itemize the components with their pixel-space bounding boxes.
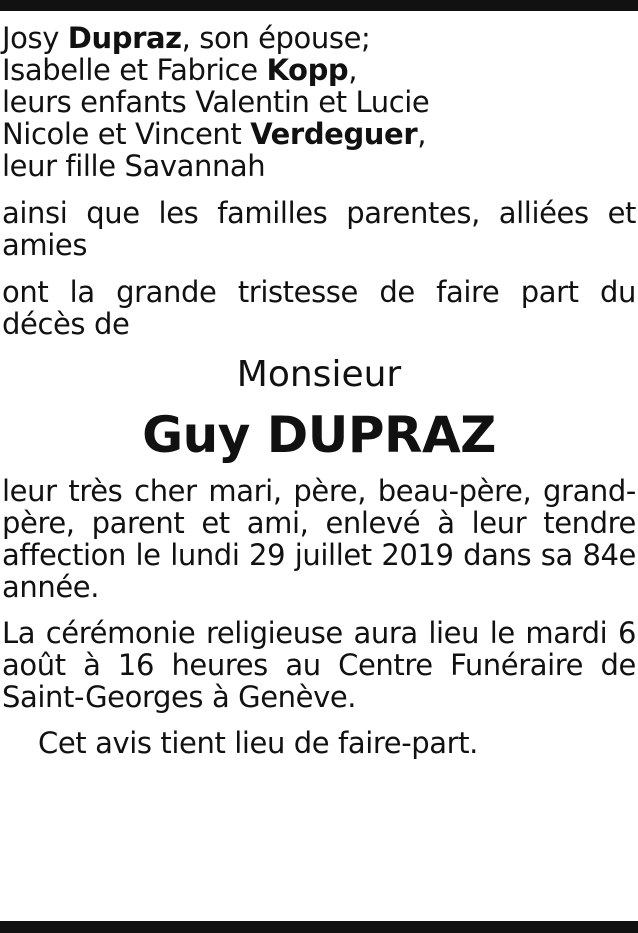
description-paragraph: leur très cher mari, père, beau-père, grand-père, parent et ami, enlevé à leur tendre affection le lundi 29 juillet 2019 dans sa 84e année. [2, 474, 636, 604]
family-list [2, 22, 636, 182]
family-line-josy [2, 22, 636, 54]
family-line-text: , [348, 53, 358, 87]
family-line-text: Isabelle et Fabrice [2, 53, 267, 87]
top-border-rule [0, 0, 638, 11]
family-line-isabelle-fabrice [2, 54, 636, 86]
notice-paragraph: Cet avis tient lieu de faire-part. [38, 726, 478, 760]
death-notice [2, 22, 636, 759]
family-line-savannah: leur fille Savannah [2, 149, 266, 183]
family-line-nicole-vincent [2, 118, 636, 150]
family-line-text: Josy [2, 21, 68, 55]
family-line-grandchildren: leurs enfants Valentin et Lucie [2, 85, 430, 119]
ceremony-paragraph: La cérémonie religieuse aura lieu le mardi 6 août à 16 heures au Centre Funéraire de Saint-Georges à Genève. [2, 616, 636, 714]
relatives-paragraph: ainsi que les familles parentes, alliées et amies [2, 196, 636, 262]
family-surname: Verdeguer [250, 117, 418, 151]
family-line-text: Nicole et Vincent [2, 117, 251, 151]
family-surname: Dupraz [67, 21, 182, 55]
family-line-text: , son épouse; [181, 21, 371, 55]
family-line-text: , [417, 117, 427, 151]
family-surname: Kopp [266, 53, 349, 87]
announcement-paragraph: ont la grande tristesse de faire part du décès de [2, 275, 636, 341]
deceased-name: Guy DUPRAZ [142, 406, 496, 464]
bottom-border-rule [0, 921, 638, 933]
deceased-honorific: Monsieur [236, 354, 402, 395]
